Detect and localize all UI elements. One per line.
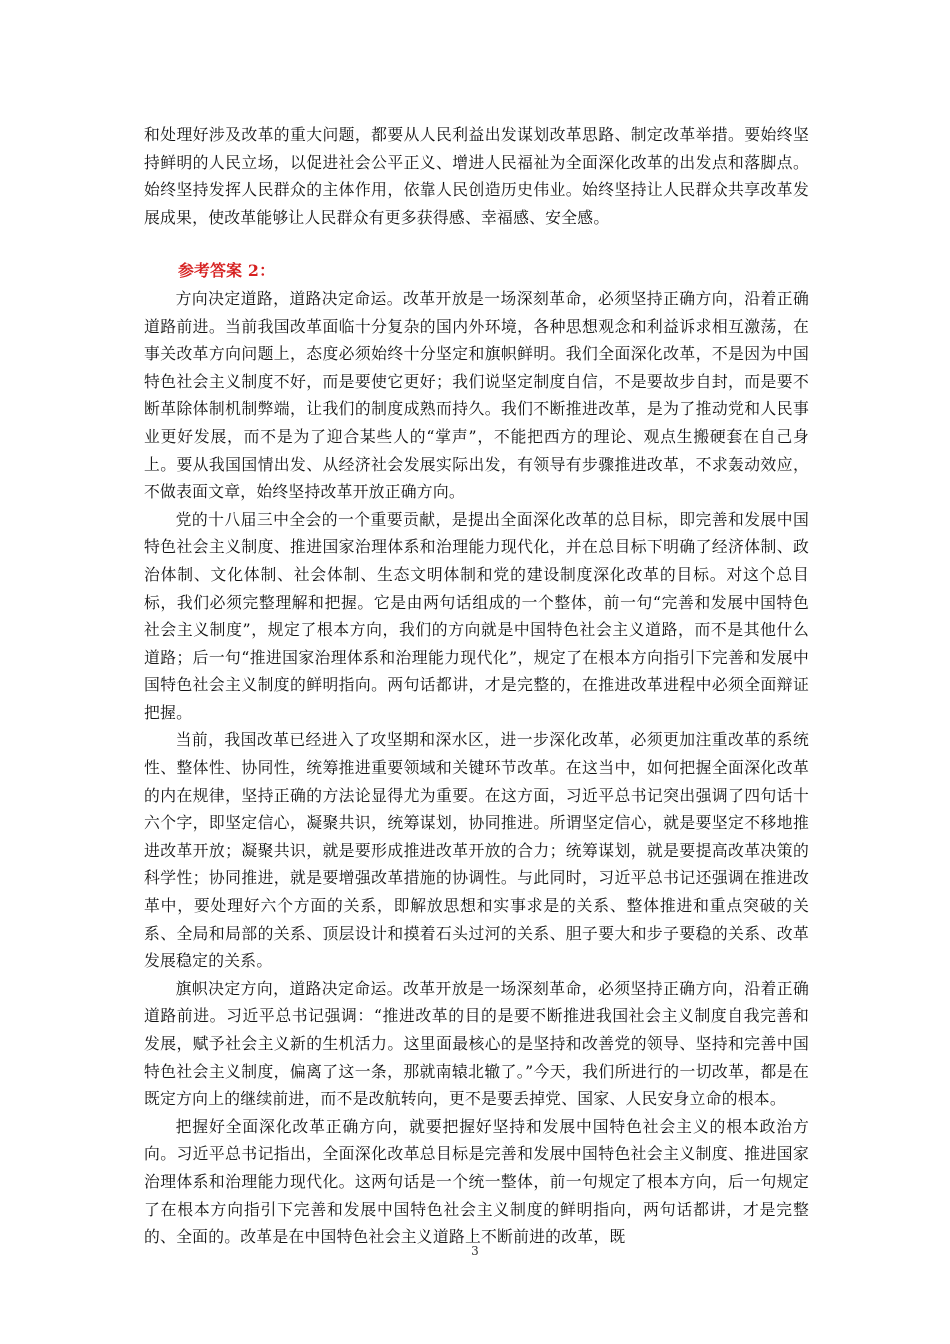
page-body: [144, 121, 809, 1251]
body-paragraph: 方向决定道路，道路决定命运。改革开放是一场深刻革命，必须坚持正确方向，沿着正确道路前进。当前我国改革面临十分复杂的国内外环境，各种思想观念和利益诉求相互激荡，在事关改革方向问题上，态度必须始终十分坚定和旗帜鲜明。我们全面深化改革，不是因为中国特色社会主义制度不好，而是要使它更好；我们说坚定制度自信，不是要故步自封，而是要不断革除体制机制弊端，让我们的制度成熟而持久。我们不断推进改革，是为了推动党和人民事业更好发展，而不是为了迎合某些人的“掌声”，不能把西方的理论、观点生搬硬套在自己身上。要从我国国情出发、从经济社会发展实际出发，有领导有步骤推进改革，不求轰动效应，不做表面文章，始终坚持改革开放正确方向。: [144, 288, 809, 502]
body-paragraph: 旗帜决定方向，道路决定命运。改革开放是一场深刻革命，必须坚持正确方向，沿着正确道路前进。习近平总书记强调：“推进改革的目的是要不断推进我国社会主义制度自我完善和发展，赋予社会主义新的生机活力。这里面最核心的是坚持和改善党的领导、坚持和完善中国特色社会主义制度，偏离了这一条，那就南辕北辙了。”今天，我们所进行的一切改革，都是在既定方向上的继续前进，而不是改航转向，更不是要丢掉党、国家、人民安身立命的根本。: [144, 978, 809, 1109]
page-number: 3: [471, 1244, 479, 1258]
body-paragraph: 把握好全面深化改革正确方向，就要把握好坚持和发展中国特色社会主义的根本政治方向。习近平总书记指出，全面深化改革总目标是完善和发展中国特色社会主义制度、推进国家治理体系和治理能力现代化。这两句话是一个统一整体，前一句规定了根本方向，后一句规定了在根本方向指引下完善和发展中国特色社会主义制度的鲜明指向，两句话都讲，才是完整的、全面的。改革是在中国特色社会主义道路上不断前进的改革，既: [144, 1116, 809, 1247]
continuation-paragraph: 和处理好涉及改革的重大问题，都要从人民利益出发谋划改革思路、制定改革举措。要始终坚持鲜明的人民立场，以促进社会公平正义、增进人民福祉为全面深化改革的出发点和落脚点。始终坚持发挥人民群众的主体作用，依靠人民创造历史伟业。始终坚持让人民群众共享改革发展成果，使改革能够让人民群众有更多获得感、幸福感、安全感。: [144, 125, 809, 227]
answer-heading: 参考答案 2：: [178, 261, 276, 281]
body-paragraph: 党的十八届三中全会的一个重要贡献，是提出全面深化改革的总目标，即完善和发展中国特色社会主义制度、推进国家治理体系和治理能力现代化，并在总目标下明确了经济体制、政治体制、文化体制、社会体制、生态文明体制和党的建设制度深化改革的目标。对这个总目标，我们必须完整理解和把握。它是由两句话组成的一个整体，前一句“完善和发展中国特色社会主义制度”，规定了根本方向，我们的方向就是中国特色社会主义道路，而不是其他什么道路；后一句“推进国家治理体系和治理能力现代化”，规定了在根本方向指引下完善和发展中国特色社会主义制度的鲜明指向。两句话都讲，才是完整的，在推进改革进程中必须全面辩证把握。: [144, 509, 809, 722]
body-paragraph: 当前，我国改革已经进入了攻坚期和深水区，进一步深化改革，必须更加注重改革的系统性、整体性、协同性，统筹推进重要领域和关键环节改革。在这当中，如何把握全面深化改革的内在规律，坚持正确的方法论显得尤为重要。在这方面，习近平总书记突出强调了四句话十六个字，即坚定信心，凝聚共识，统筹谋划，协同推进。所谓坚定信心，就是要坚定不移地推进改革开放；凝聚共识，就是要形成推进改革开放的合力；统筹谋划，就是要提高改革决策的科学性；协同推进，就是要增强改革措施的协调性。与此同时，习近平总书记还强调在推进改革中，要处理好六个方面的关系，即解放思想和实事求是的关系、整体推进和重点突破的关系、全局和局部的关系、顶层设计和摸着石头过河的关系、胆子要大和步子要稳的关系、改革发展稳定的关系。: [144, 730, 809, 971]
